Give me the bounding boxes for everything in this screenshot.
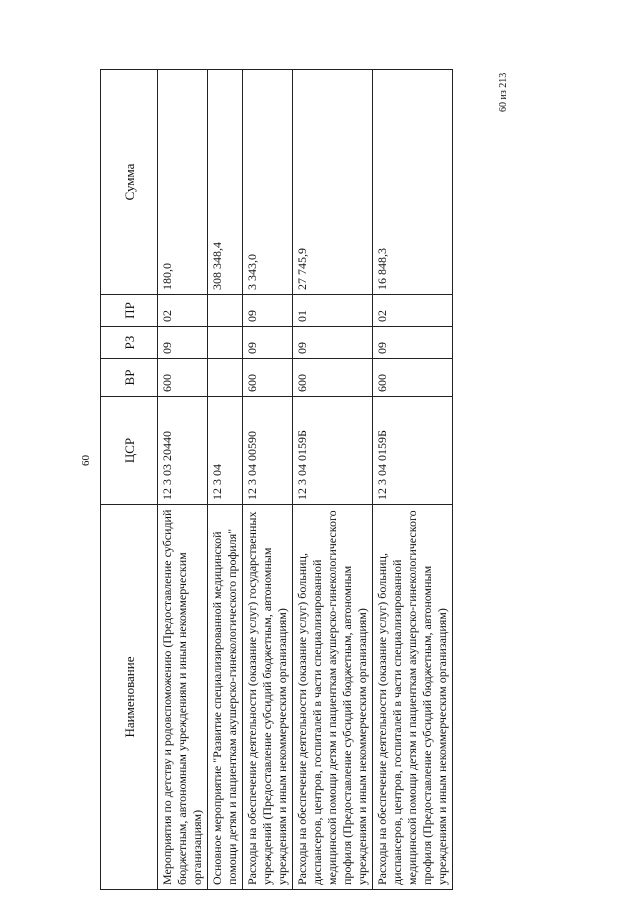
cell-pr: 09 — [243, 295, 293, 327]
cell-csr: 12 3 04 0159Б — [293, 397, 373, 505]
table-row — [373, 70, 453, 890]
header-vr: ВР — [101, 359, 158, 397]
cell-sum: 180,0 — [158, 70, 208, 295]
cell-name: Расходы на обеспечение деятельности (оказание услуг) государственных учреждений (Предоставление субсидий бюджетным, автономным учреждениям и иным некоммерческим организациям) — [243, 505, 293, 890]
cell-rz: 09 — [158, 327, 208, 359]
table-row — [158, 70, 208, 890]
cell-name: Расходы на обеспечение деятельности (оказание услуг) больниц, диспансеров, центров, госпиталей в части специализированной медицинской помощи детям и пациенткам акушерско-гинекологического профиля (Предоставление субсидий бюджетным, автономным учреждениям и иным некоммерческим организациям) — [293, 505, 373, 890]
cell-vr — [208, 359, 243, 397]
header-pr: ПР — [101, 295, 158, 327]
table-row — [243, 70, 293, 890]
rotated-page-content — [78, 70, 518, 890]
header-sum: Сумма — [101, 70, 158, 295]
cell-csr: 12 3 04 00590 — [243, 397, 293, 505]
cell-csr: 12 3 03 20440 — [158, 397, 208, 505]
table-row — [293, 70, 373, 890]
cell-rz: 09 — [373, 327, 453, 359]
cell-pr: 02 — [373, 295, 453, 327]
cell-sum: 308 348,4 — [208, 70, 243, 295]
cell-name: Расходы на обеспечение деятельности (оказание услуг) больниц, диспансеров, центров, госпиталей в части специализированной медицинской помощи детям и пациенткам акушерско-гинекологического профиля (Предоставление субсидий бюджетным, автономным учреждениям и иным некоммерческим организациям) — [373, 505, 453, 890]
cell-pr: 01 — [293, 295, 373, 327]
header-rz: РЗ — [101, 327, 158, 359]
cell-rz: 09 — [243, 327, 293, 359]
page-footer: 60 из 213 — [498, 72, 509, 112]
cell-pr: 02 — [158, 295, 208, 327]
table-header-row — [101, 70, 158, 890]
cell-pr — [208, 295, 243, 327]
cell-sum: 16 848,3 — [373, 70, 453, 295]
page-number: 60 — [80, 455, 92, 466]
cell-vr: 600 — [293, 359, 373, 397]
cell-vr: 600 — [373, 359, 453, 397]
cell-name: Основное мероприятие "Развитие специализированной медицинской помощи детям и пациенткам акушерско-гинекологического профиля" — [208, 505, 243, 890]
header-csr: ЦСР — [101, 397, 158, 505]
cell-name: Мероприятия по детству и родовспоможению (Предоставление субсидий бюджетным, автономным учреждениям и иным некоммерческим организациям) — [158, 505, 208, 890]
budget-table — [100, 69, 453, 890]
cell-csr: 12 3 04 — [208, 397, 243, 505]
header-name: Наименование — [101, 505, 158, 890]
cell-rz — [208, 327, 243, 359]
cell-sum: 3 343,0 — [243, 70, 293, 295]
cell-sum: 27 745,9 — [293, 70, 373, 295]
cell-vr: 600 — [158, 359, 208, 397]
table-row — [208, 70, 243, 890]
cell-csr: 12 3 04 0159Б — [373, 397, 453, 505]
cell-rz: 09 — [293, 327, 373, 359]
cell-vr: 600 — [243, 359, 293, 397]
